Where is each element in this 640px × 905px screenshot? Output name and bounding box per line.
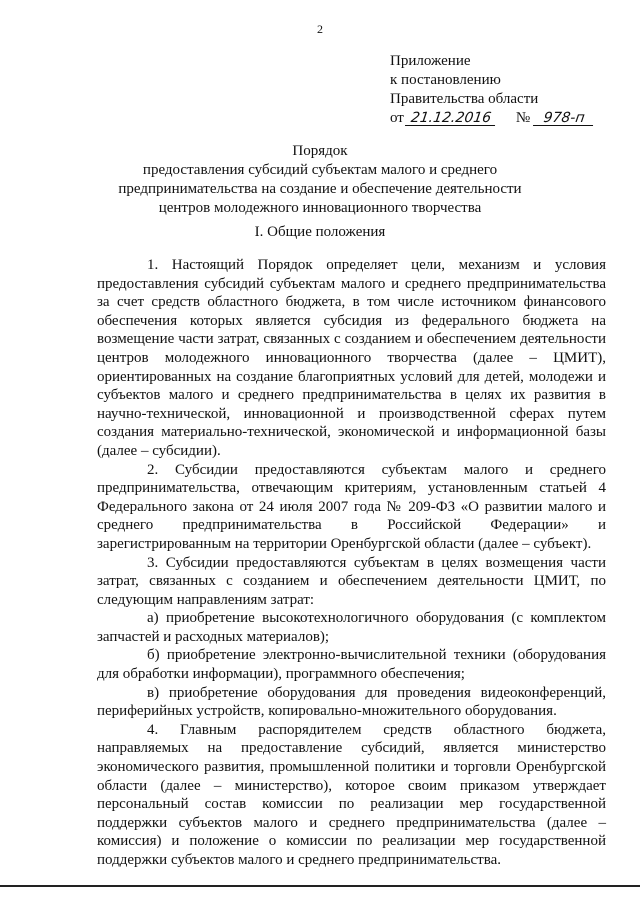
appendix-block [390, 52, 630, 128]
date-prefix: от [390, 110, 404, 126]
document-title [60, 142, 580, 218]
paragraph-3a: а) приобретение высокотехнологичного оборудования (с комплектом запчастей и расходных материалов); [97, 610, 606, 645]
paragraph-4: 4. Главным распорядителем средств областного бюджета, направляемых на предоставление субсидий, является министерство экономического развития, промышленной политики и торговли Оренбургской области (далее – министерство), которое своим приказом утверждает персональный состав комиссии по реализации мер государственной поддержки субъектов малого и среднего предпринимательства (далее – комиссия) и положение о комиссии по реализации мер государственной поддержки субъектов малого и среднего предпринимательства. [97, 721, 606, 868]
title-line-4: центров молодежного инновационного творчества [158, 200, 482, 216]
paragraph-3: 3. Субсидии предоставляются субъектам в целях возмещения части затрат, связанных с созданием и обеспечением деятельности ЦМИТ, по следующим направлениям затрат: [97, 554, 606, 608]
appendix-label: Приложение [390, 53, 471, 69]
page-number: 2 [317, 22, 323, 36]
appendix-date-line [390, 109, 630, 128]
title-line-3: предпринимательства на создание и обеспечение деятельности [118, 181, 522, 197]
title-line-2: предоставления субсидий субъектам малого и среднего [142, 162, 498, 178]
section-heading: I. Общие положения [254, 224, 386, 240]
appendix-resolution-line: к постановлению [390, 72, 501, 88]
bottom-rule [0, 885, 640, 887]
appendix-government-line: Правительства области [390, 91, 539, 107]
handwritten-date: 21.12.2016 [405, 111, 497, 126]
paragraph-2: 2. Субсидии предоставляются субъектам малого и среднего предпринимательства, отвечающим критериям, установленным статьей 4 Федерального закона от 24 июля 2007 года № 209-ФЗ «О развитии малого и среднего предпринимательства в Российской Федерации» и зарегистрированным на территории Оренбургской области (далее – субъект). [97, 461, 606, 552]
number-sign: № [515, 110, 531, 126]
paragraph-1: 1. Настоящий Порядок определяет цели, механизм и условия предоставления субсидий субъектам малого и среднего предпринимательства за счет средств областного бюджета, в том числе источником финансового обеспечения которых является субсидия из федерального бюджета на возмещение части затрат, связанных с созданием и обеспечением деятельности центров молодежного инновационного творчества (далее – ЦМИТ), ориентированных на создание благоприятных условий для детей, молодежи и субъектов малого и среднего предпринимательства в целях их развития в научно-технической, инновационной и производственной сферах путем создания материально-технической, экономической и информационной базы (далее – субсидии). [97, 257, 606, 459]
handwritten-number: 978-п [533, 111, 595, 126]
title-line-1: Порядок [292, 143, 348, 159]
document-body [97, 256, 606, 870]
paragraph-3b: б) приобретение электронно-вычислительной техники (оборудования для обработки информации), программного обеспечения; [97, 647, 606, 683]
paragraph-3c: в) приобретение оборудования для проведения видеоконференций, периферийных устройств, копировально-множительного оборудования. [97, 684, 606, 720]
